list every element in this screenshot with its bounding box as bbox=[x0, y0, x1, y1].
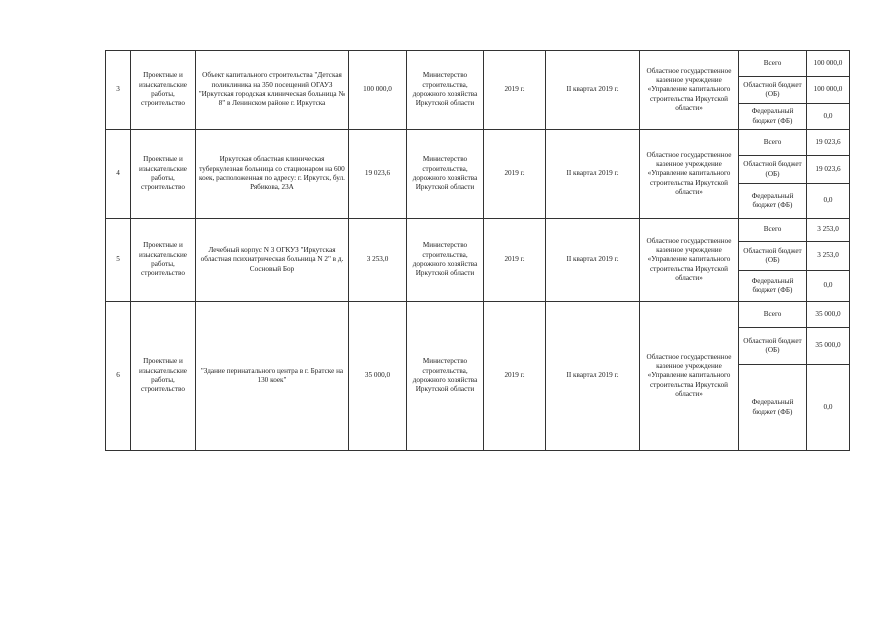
year: 2019 г. bbox=[484, 302, 546, 451]
table-row bbox=[106, 219, 850, 242]
executing-agency: Областное государственное казенное учреждение «Управление капитального строительства Иркутской области» bbox=[640, 130, 739, 219]
object-name: Лечебный корпус N 3 ОГКУЗ "Иркутская областная психиатрическая больница N 2" в д. Сосновый Бор bbox=[196, 219, 349, 302]
budget-value: 3 253,0 bbox=[807, 242, 850, 271]
program-table bbox=[105, 50, 850, 451]
object-name: Иркутская областная клиническая туберкулезная больница со стационаром на 600 коек, расположенная по адресу: г. Иркутск, бул. Рябикова, 23А bbox=[196, 130, 349, 219]
responsible-ministry: Министерство строительства, дорожного хозяйства Иркутской области bbox=[407, 302, 484, 451]
table-row bbox=[106, 302, 850, 328]
amount: 19 023,6 bbox=[349, 130, 407, 219]
budget-label: Областной бюджет (ОБ) bbox=[739, 328, 807, 365]
budget-label: Всего bbox=[739, 130, 807, 156]
budget-label: Федеральный бюджет (ФБ) bbox=[739, 271, 807, 302]
budget-label: Федеральный бюджет (ФБ) bbox=[739, 184, 807, 219]
row-number: 3 bbox=[106, 51, 131, 130]
budget-label: Областной бюджет (ОБ) bbox=[739, 156, 807, 184]
budget-value: 0,0 bbox=[807, 104, 850, 130]
work-type: Проектные и изыскательские работы, строительство bbox=[131, 219, 196, 302]
budget-label: Всего bbox=[739, 51, 807, 77]
budget-label: Федеральный бюджет (ФБ) bbox=[739, 365, 807, 451]
table-row bbox=[106, 130, 850, 156]
quarter: II квартал 2019 г. bbox=[546, 130, 640, 219]
row-number: 4 bbox=[106, 130, 131, 219]
row-number: 5 bbox=[106, 219, 131, 302]
responsible-ministry: Министерство строительства, дорожного хозяйства Иркутской области bbox=[407, 51, 484, 130]
budget-label: Областной бюджет (ОБ) bbox=[739, 242, 807, 271]
year: 2019 г. bbox=[484, 130, 546, 219]
budget-value: 19 023,6 bbox=[807, 130, 850, 156]
work-type: Проектные и изыскательские работы, строительство bbox=[131, 130, 196, 219]
executing-agency: Областное государственное казенное учреждение «Управление капитального строительства Иркутской области» bbox=[640, 51, 739, 130]
amount: 3 253,0 bbox=[349, 219, 407, 302]
budget-value: 100 000,0 bbox=[807, 77, 850, 104]
quarter: II квартал 2019 г. bbox=[546, 302, 640, 451]
work-type: Проектные и изыскательские работы, строительство bbox=[131, 51, 196, 130]
year: 2019 г. bbox=[484, 51, 546, 130]
amount: 100 000,0 bbox=[349, 51, 407, 130]
budget-value: 35 000,0 bbox=[807, 328, 850, 365]
amount: 35 000,0 bbox=[349, 302, 407, 451]
year: 2019 г. bbox=[484, 219, 546, 302]
quarter: II квартал 2019 г. bbox=[546, 219, 640, 302]
work-type: Проектные и изыскательские работы, строительство bbox=[131, 302, 196, 451]
budget-label: Всего bbox=[739, 219, 807, 242]
row-number: 6 bbox=[106, 302, 131, 451]
budget-value: 0,0 bbox=[807, 365, 850, 451]
budget-value: 19 023,6 bbox=[807, 156, 850, 184]
budget-value: 100 000,0 bbox=[807, 51, 850, 77]
budget-value: 35 000,0 bbox=[807, 302, 850, 328]
table-row bbox=[106, 51, 850, 77]
responsible-ministry: Министерство строительства, дорожного хозяйства Иркутской области bbox=[407, 219, 484, 302]
budget-value: 0,0 bbox=[807, 184, 850, 219]
budget-label: Всего bbox=[739, 302, 807, 328]
object-name: "Здание перинатального центра в г. Братске на 130 коек" bbox=[196, 302, 349, 451]
quarter: II квартал 2019 г. bbox=[546, 51, 640, 130]
budget-value: 0,0 bbox=[807, 271, 850, 302]
budget-label: Областной бюджет (ОБ) bbox=[739, 77, 807, 104]
executing-agency: Областное государственное казенное учреждение «Управление капитального строительства Иркутской области» bbox=[640, 219, 739, 302]
budget-value: 3 253,0 bbox=[807, 219, 850, 242]
responsible-ministry: Министерство строительства, дорожного хозяйства Иркутской области bbox=[407, 130, 484, 219]
executing-agency: Областное государственное казенное учреждение «Управление капитального строительства Иркутской области» bbox=[640, 302, 739, 451]
object-name: Объект капитального строительства "Детская поликлиника на 350 посещений ОГАУЗ "Иркутская городская клиническая больница № 8" в Ленинском районе г. Иркутска bbox=[196, 51, 349, 130]
budget-label: Федеральный бюджет (ФБ) bbox=[739, 104, 807, 130]
